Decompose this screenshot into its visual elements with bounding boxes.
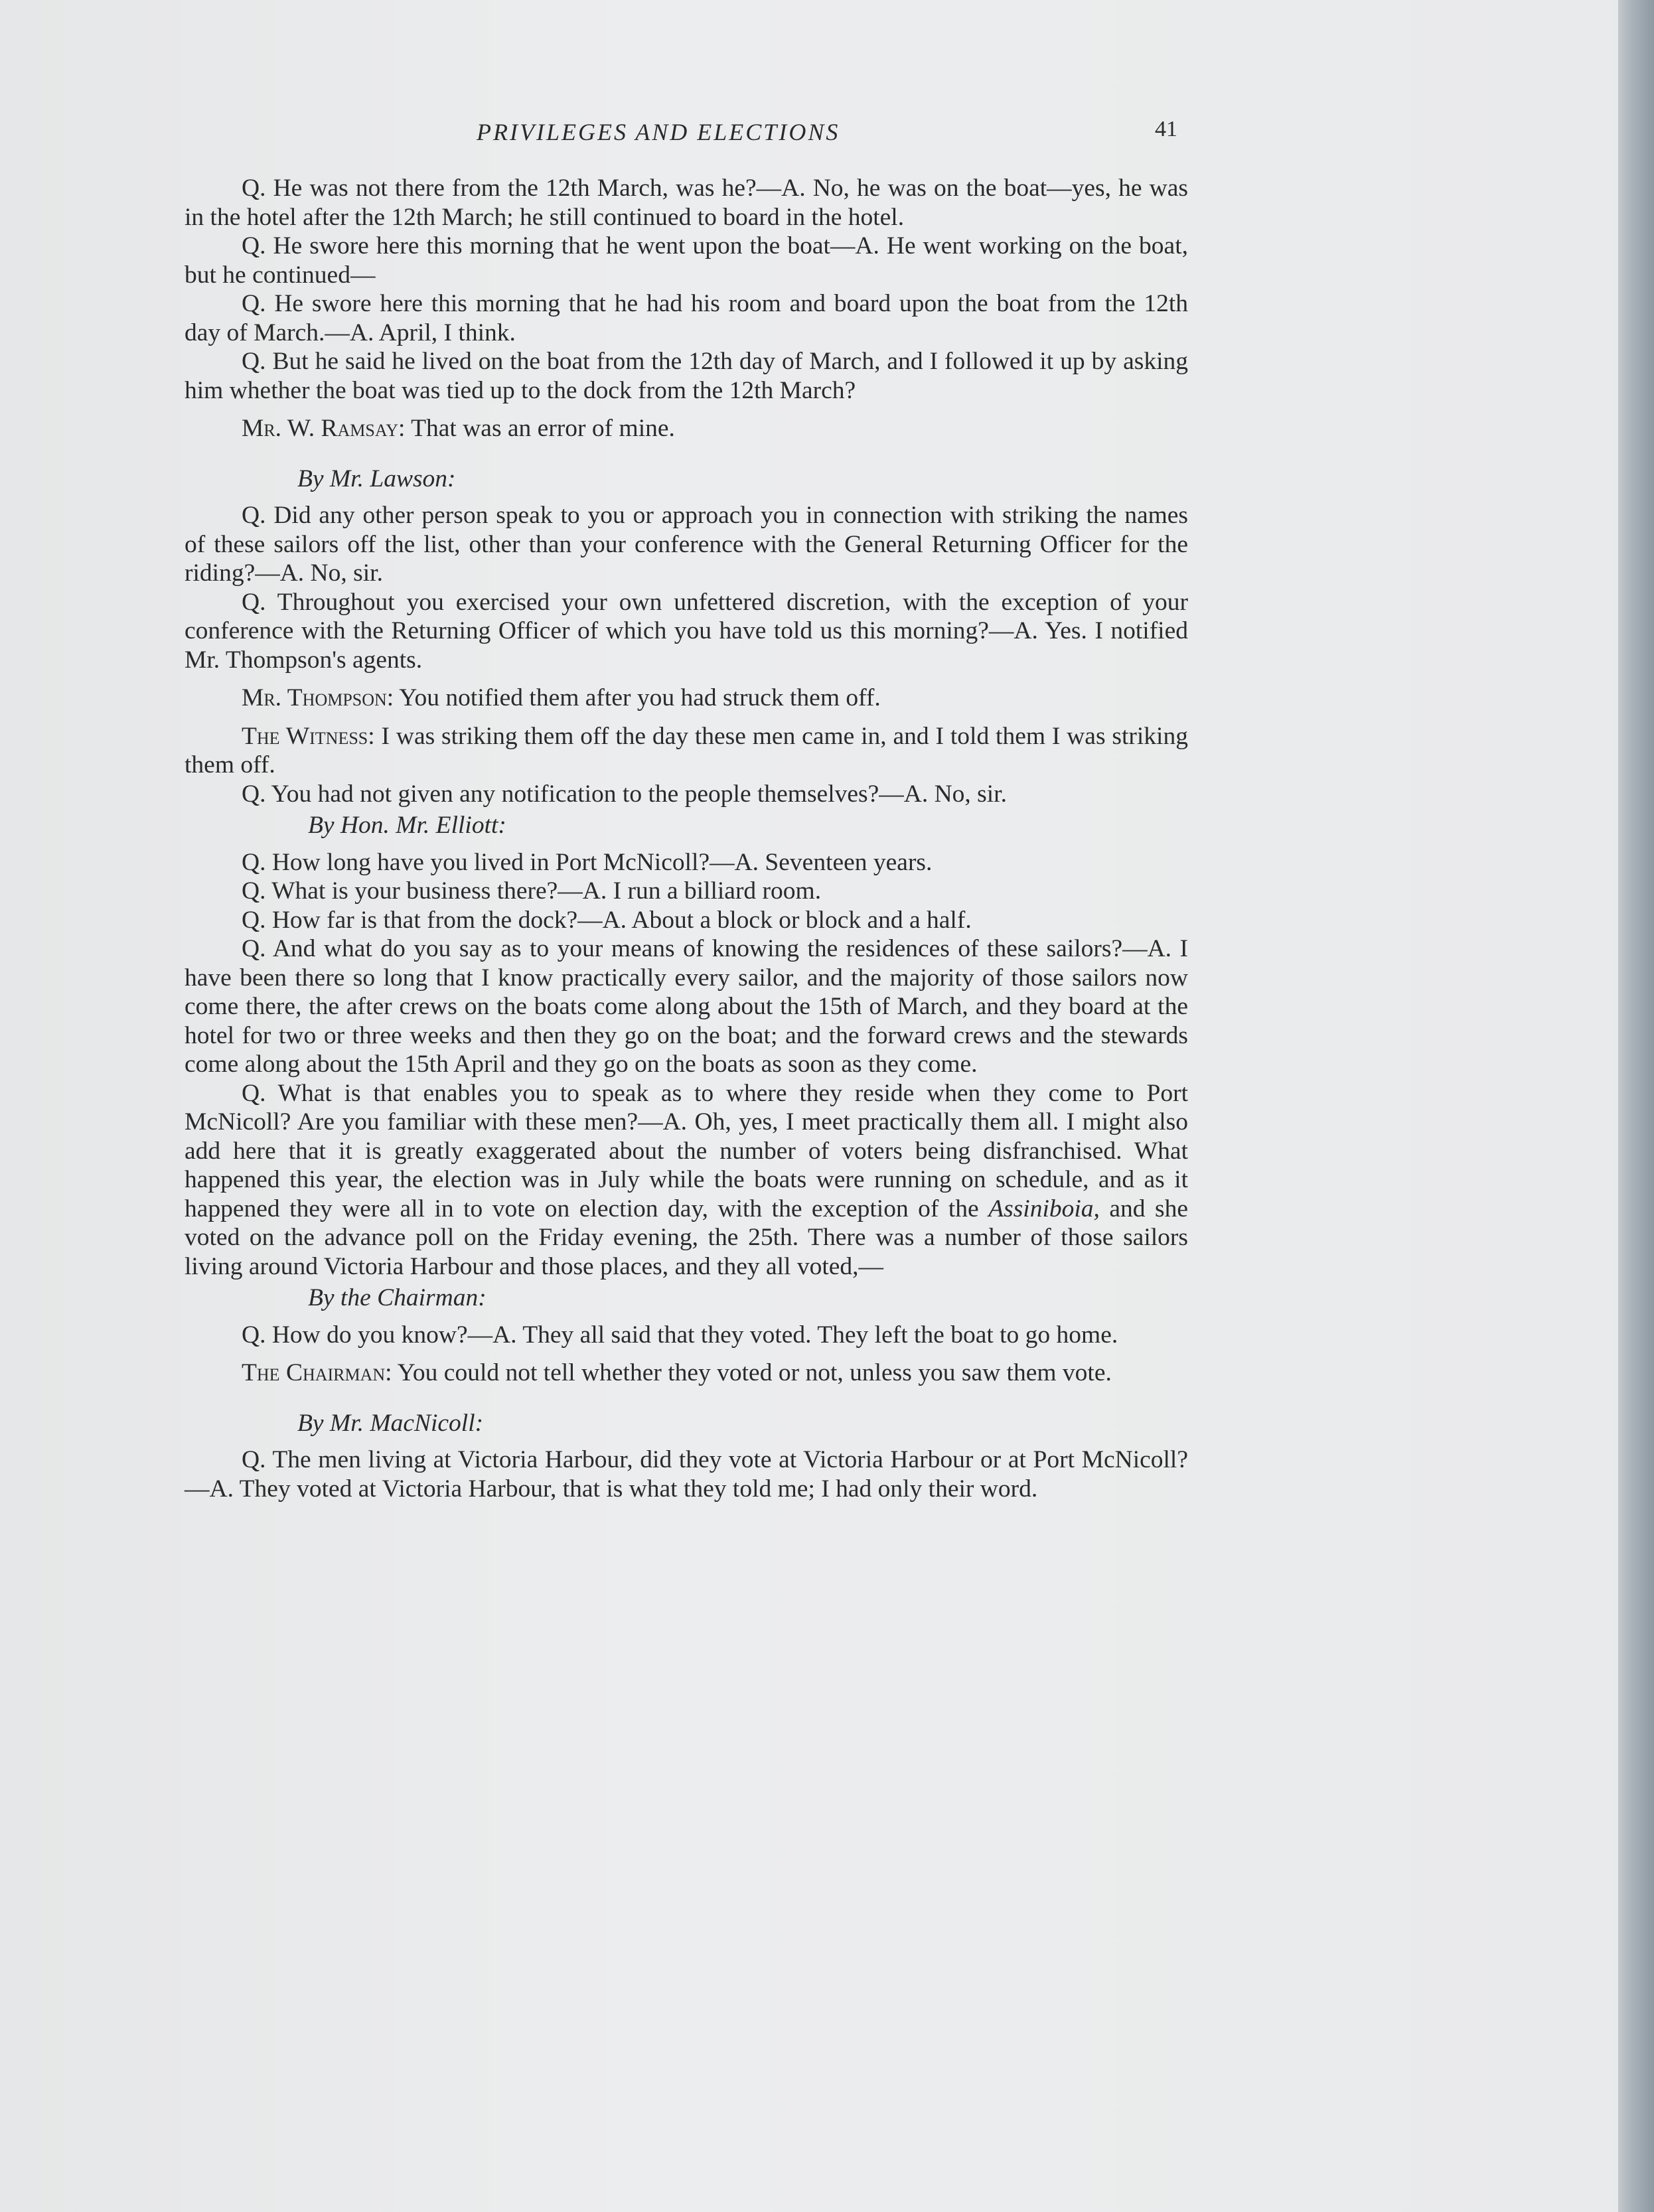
paragraph: Q. He was not there from the 12th March, was he?—A. No, he was on the boat—yes, he was in the hotel after the 12th March; he still continued to board in the hotel. xyxy=(185,175,1188,231)
speaker-paragraph xyxy=(185,684,1188,713)
paragraph: Q. What is your business there?—A. I run a billiard room. xyxy=(242,877,822,905)
running-head xyxy=(0,118,1618,158)
paragraph-text: and she voted on the advance poll on the Friday evening, the 25th. There was a number of those sailors living around Victoria Harbour and those places, and they all voted,— xyxy=(185,1195,1189,1280)
section-heading: By Mr. MacNicoll: xyxy=(297,1409,484,1437)
speaker-paragraph xyxy=(185,1359,1188,1388)
page-number: 41 xyxy=(1155,117,1177,141)
paragraph: Q. And what do you say as to your means of knowing the residences of these sailors?—A. I have been there so long that I know practically every sailor, and the majority of those sailors now come there, the after crews on the boats come along about the 15th of March, and they board at the hotel for two or three weeks and then they go on the boat; and the forward crews and the stewards come along about the 15th April and they go on the boats as soon as they come. xyxy=(185,935,1188,1078)
section-heading: By Hon. Mr. Elliott: xyxy=(308,812,506,839)
section-heading: By Mr. Lawson: xyxy=(297,465,456,492)
paragraph-text: Q. What is that enables you to speak as to where they reside when they come to Port McNicoll? Are you familiar with these men?—A. Oh, yes, I meet practically them all. I might also add here that it is greatly exaggerated about the number of voters being disfranchised. What happened this year, the election was in July while the boats were running on schedule, and as it happened they were all in to vote on election day, with the exception of the xyxy=(185,1079,1188,1222)
speaker-name: Mr. W. Ramsay: xyxy=(242,415,406,442)
ship-name: Assiniboia, xyxy=(988,1195,1100,1222)
body-text xyxy=(185,174,1188,1503)
speaker-text: I was striking them off the day these men came in, and I told them I was striking them off. xyxy=(185,722,1188,778)
paragraph: Q. He swore here this morning that he went upon the boat—A. He went working on the boat, but he continued— xyxy=(185,232,1188,289)
speaker-paragraph xyxy=(185,722,1188,780)
section-heading: By the Chairman: xyxy=(308,1284,487,1311)
paragraph: Q. But he said he lived on the boat from the 12th day of March, and I followed it up by asking him whether the boat was tied up to the dock from the 12th March? xyxy=(185,348,1188,404)
paragraph: Q. How far is that from the dock?—A. About a block or block and a half. xyxy=(242,906,972,934)
page-edge-shadow xyxy=(1618,0,1654,2212)
paragraph: Q. He swore here this morning that he had his room and board upon the boat from the 12th day of March.—A. April, I think. xyxy=(185,290,1188,346)
speaker-name: The Witness: xyxy=(242,722,375,750)
paragraph: Q. The men living at Victoria Harbour, did they vote at Victoria Harbour or at Port McNicoll?—A. They voted at Victoria Harbour, that is what they told me; I had only their word. xyxy=(185,1446,1188,1503)
paragraph: Q. Did any other person speak to you or approach you in connection with striking the names of these sailors off the list, other than your conference with the General Returning Officer for the riding?—A. No, sir. xyxy=(185,502,1188,587)
speaker-name: The Chairman: xyxy=(242,1359,392,1386)
paragraph: Q. How long have you lived in Port McNicoll?—A. Seventeen years. xyxy=(242,848,933,876)
paragraph: Q. Throughout you exercised your own unfettered discretion, with the exception of your conference with the Returning Officer of which you have told us this morning?—A. Yes. I notified Mr. Thompson's agents. xyxy=(185,588,1188,674)
speaker-name: Mr. Thompson: xyxy=(242,684,394,711)
paragraph xyxy=(185,1079,1188,1282)
speaker-text: You could not tell whether they voted or not, unless you saw them vote. xyxy=(392,1359,1112,1386)
paragraph: Q. How do you know?—A. They all said that they voted. They left the boat to go home. xyxy=(242,1321,1118,1349)
speaker-text: That was an error of mine. xyxy=(405,415,675,442)
speaker-text: You notified them after you had struck them off. xyxy=(394,684,881,711)
header-title: PRIVILEGES AND ELECTIONS xyxy=(477,119,840,145)
paragraph: Q. You had not given any notification to the people themselves?—A. No, sir. xyxy=(242,780,1007,808)
speaker-paragraph xyxy=(185,414,1188,443)
